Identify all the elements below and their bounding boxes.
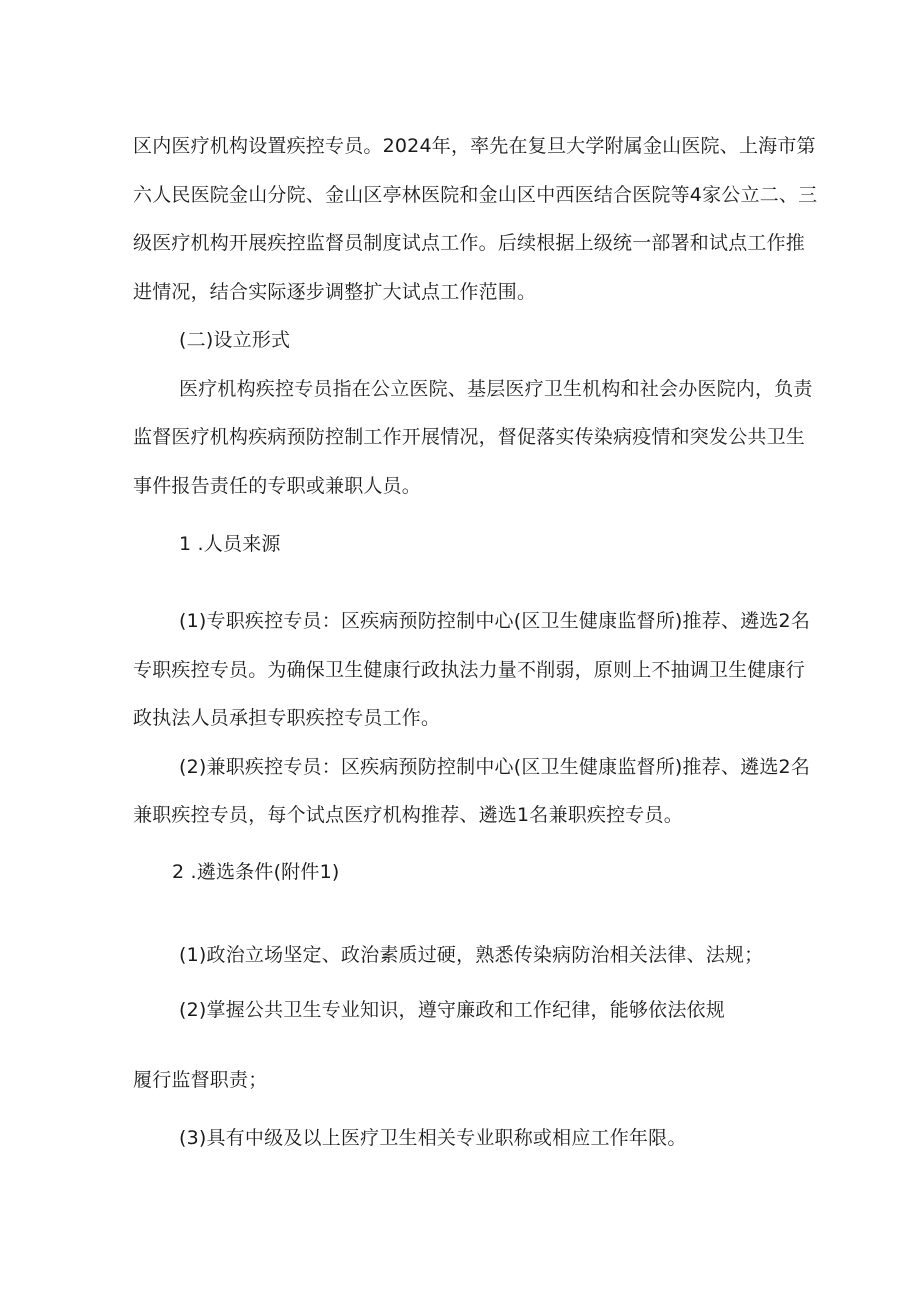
item1-sub1-line1: (1)专职疾控专员：区疾病预防控制中心(区卫生健康监督所)推荐、遴选2名	[179, 610, 811, 632]
item2-heading: 2 .遴选条件(附件1)	[172, 861, 340, 883]
para1-line2: 六人民医院金山分院、金山区亭林医院和金山区中西医结合医院等4家公立二、三	[133, 184, 818, 206]
para2-line3: 事件报告责任的专职或兼职人员。	[133, 475, 422, 497]
item1-sub1-line2: 专职疾控专员。为确保卫生健康行政执法力量不削弱，原则上不抽调卫生健康行	[133, 659, 806, 681]
para2-line2: 监督医疗机构疾病预防控制工作开展情况，督促落实传染病疫情和突发公共卫生	[133, 426, 806, 448]
item2-sub2-line2: 履行监督职责；	[133, 1069, 268, 1091]
item1-sub1-line3: 政执法人员承担专职疾控专员工作。	[133, 707, 441, 729]
item1-sub2-line1: (2)兼职疾控专员：区疾病预防控制中心(区卫生健康监督所)推荐、遴选2名	[179, 756, 811, 778]
para1-line3: 级医疗机构开展疾控监督员制度试点工作。后续根据上级统一部署和试点工作推	[133, 232, 806, 254]
para2-line1: 医疗机构疾控专员指在公立医院、基层医疗卫生机构和社会办医院内，负责	[179, 378, 813, 400]
section2-heading: (二)设立形式	[179, 329, 291, 351]
para1-line4: 进情况，结合实际逐步调整扩大试点工作范围。	[133, 281, 537, 303]
item1-heading: 1 .人员来源	[179, 533, 281, 555]
item2-sub1: (1)政治立场坚定、政治素质过硬，熟悉传染病防治相关法律、法规；	[179, 944, 764, 966]
item2-sub3: (3)具有中级及以上医疗卫生相关专业职称或相应工作年限。	[179, 1127, 687, 1149]
para1-line1: 区内医疗机构设置疾控专员。2024年，率先在复旦大学附属金山医院、上海市第	[133, 135, 816, 157]
item1-sub2-line2: 兼职疾控专员，每个试点医疗机构推荐、遴选1名兼职疾控专员。	[133, 804, 683, 826]
item2-sub2-line1: (2)掌握公共卫生专业知识，遵守廉政和工作纪律，能够依法依规	[179, 999, 725, 1021]
